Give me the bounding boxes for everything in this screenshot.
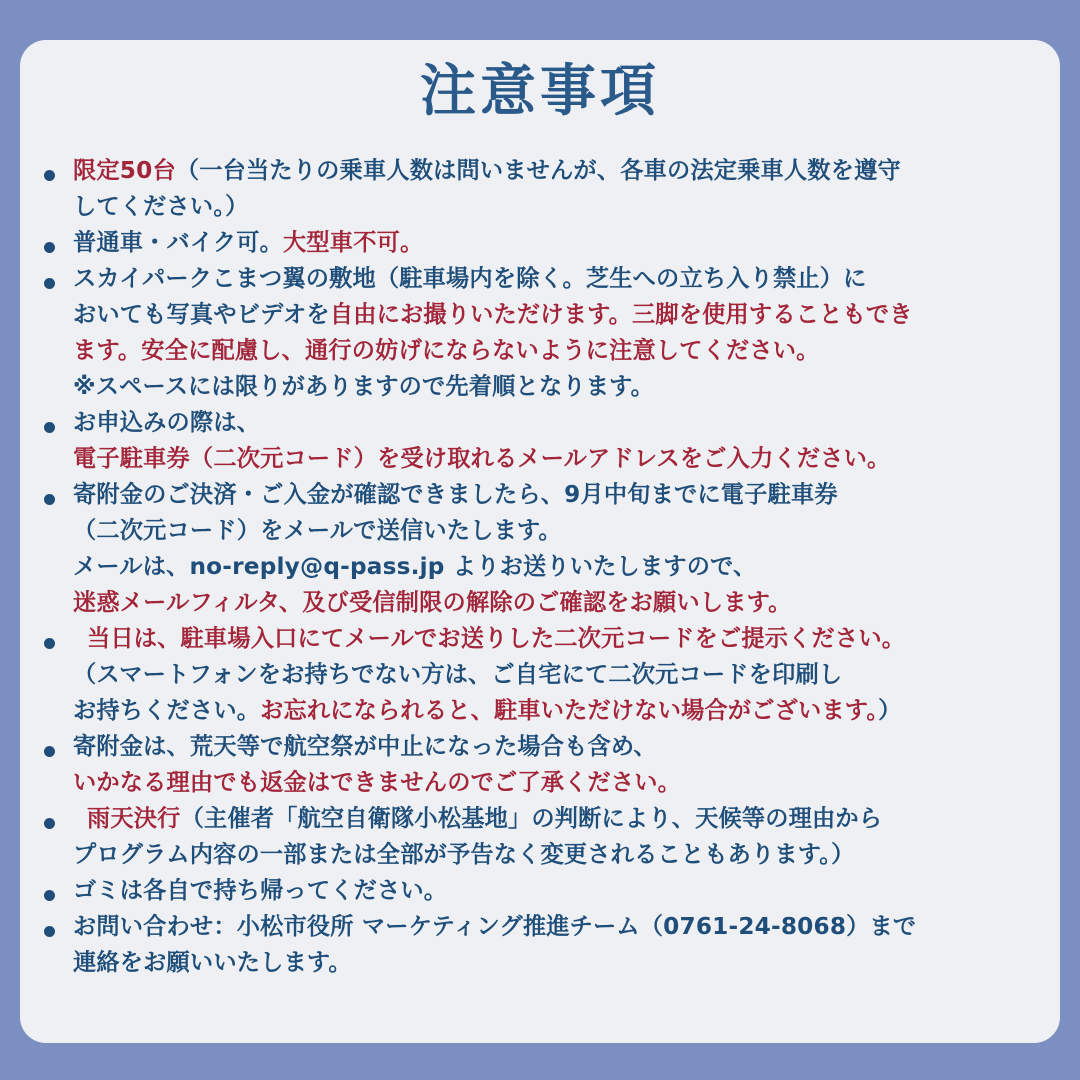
notice-text: 連絡をお願いいたします。 [73,949,352,976]
notice-text-highlight: 自由にお撮りいただけます。三脚を使用することもでき [329,301,913,328]
notice-text: 寄附金は、荒天等で航空祭が中止になった場合も含め、 [73,733,657,760]
notice-line [73,154,901,188]
bullet-dot [44,170,55,181]
notice-text: してください。） [73,193,249,220]
notice-text: （スマートフォンをお持ちでない方は、ご自宅にて二次元コードを印刷し [73,661,843,688]
notice-line [73,874,447,908]
notice-text: （二次元コード）をメールで送信いたします。 [73,517,562,544]
notice-text-highlight: ます。安全に配慮し、通行の妨げにならないように注意してください。 [73,337,820,364]
bullet-dot [44,494,55,505]
bullet-dot [44,818,55,829]
notice-line [73,442,890,476]
notice-line [73,334,820,368]
notice-text-highlight: 当日は、駐車場入口にてメールでお送りした二次元コードをご提示ください。 [87,625,906,652]
notice-line [73,946,352,980]
notice-text: お持ちください。 [73,697,261,724]
notice-text: ※スペースには限りがありますので先着順となります。 [73,373,655,400]
notice-text: ） [878,697,902,724]
notice-line [73,190,249,224]
notice-line [73,370,654,404]
notice-text: おいても写真やビデオを [73,301,330,328]
notice-line [73,514,562,548]
notice-text-highlight: 電子駐車券（二次元コード）を受け取れるメールアドレスをご入力ください。 [73,445,891,472]
notice-text: 寄附金のご決済・ご入金が確認できましたら、9月中旬までに電子駐車券 [73,481,838,508]
notice-line [73,658,842,692]
notice-line [73,406,260,440]
notice-text: （主催者「航空自衛隊小松基地」の判断により、天候等の理由から [180,805,883,832]
notice-text-highlight: いかなる理由でも返金はできませんのでご了承ください。 [73,769,682,796]
notice-line [87,802,882,836]
bullet-dot [44,422,55,433]
bullet-dot [44,746,55,757]
notice-text-highlight: 迷惑メールフィルタ、及び受信制限の解除のご確認をお願いします。 [73,589,792,616]
bullet-dot [44,926,55,937]
notice-text-highlight: 限定50台 [73,157,176,184]
notice-line [73,298,913,332]
notice-text: お申込みの際は、 [73,409,261,436]
notice-line [87,622,905,656]
notice-text: ゴミは各自で持ち帰ってください。 [73,877,448,904]
notice-line [73,694,902,728]
notice-line [73,226,423,260]
notice-text: スカイパークこまつ翼の敷地（駐車場内を除く。芝生への立ち入り禁止）に [73,265,867,292]
notice-line [73,262,867,296]
notice-text-highlight: お忘れになられると、駐車いただけない場合がございます。 [260,697,879,724]
notice-line [73,586,792,620]
notice-line [73,550,756,584]
bullet-dot [44,242,55,253]
bullet-dot [44,638,55,649]
notice-text: プログラム内容の一部または全部が予告なく変更されることもあります。） [73,841,855,868]
notice-text: お問い合わせ：小松市役所 マーケティング推進チーム（0761-24-8068）まで [73,913,917,940]
notice-text: 普通車・バイク可。 [73,229,284,256]
notice-line [73,766,681,800]
page-title: 注意事項 [420,59,660,124]
notice-text-highlight: 雨天決行 [87,805,181,832]
bullet-dot [44,278,55,289]
notice-line [73,910,916,944]
notice-line [73,730,657,764]
notice-text: メールは、no-reply@q-pass.jp よりお送りいたしますので、 [73,553,757,580]
notice-line [73,838,854,872]
bullet-dot [44,890,55,901]
notice-text: （一台当たりの乗車人数は問いませんが、各車の法定乗車人数を遵守 [175,157,901,184]
notice-line [73,478,838,512]
notice-text-highlight: 大型車不可。 [283,229,424,256]
